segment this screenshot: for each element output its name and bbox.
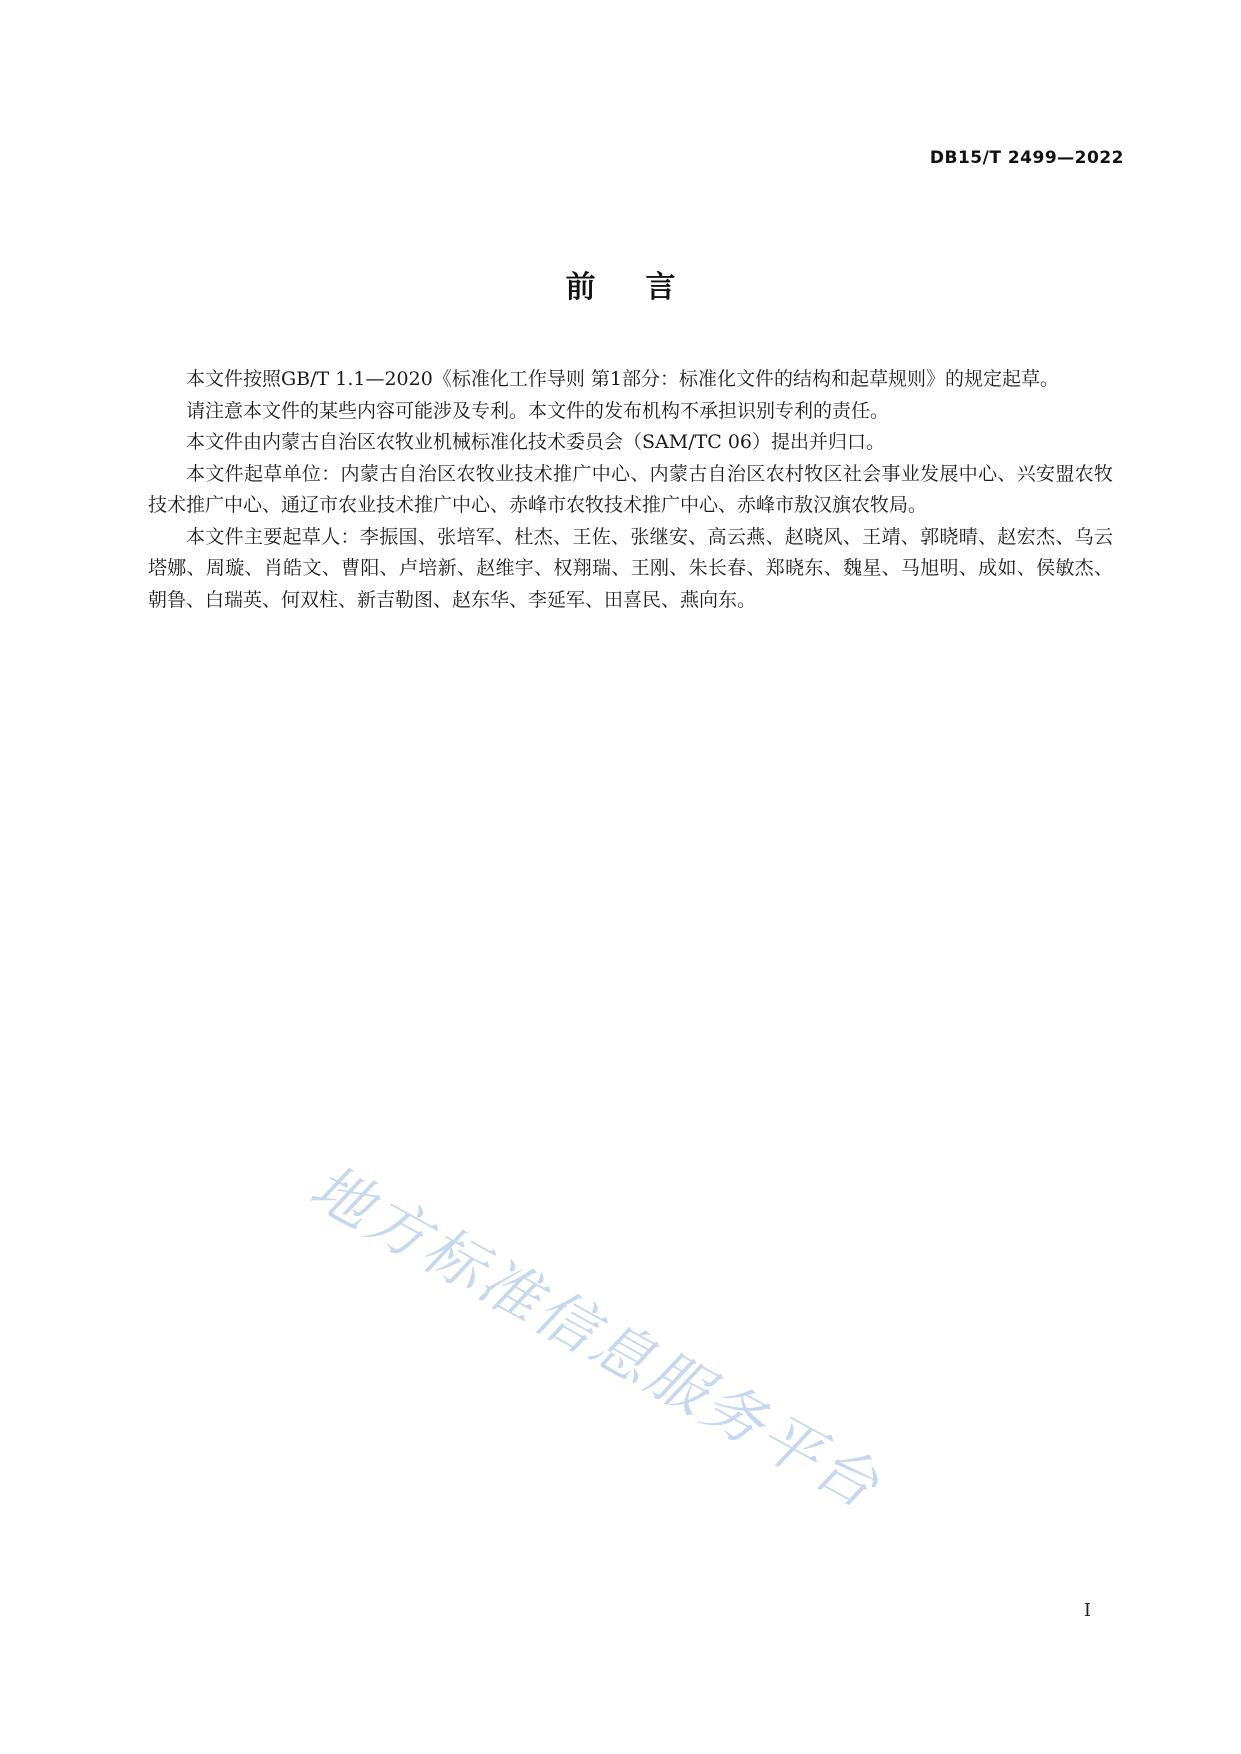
paragraph-drafting-rules: 本文件按照GB/T 1.1—2020《标准化工作导则 第1部分：标准化文件的结构和起草规则》的规定起草。 — [186, 368, 1059, 390]
paragraph-drafting-units: 本文件起草单位：内蒙古自治区农牧业技术推广中心、内蒙古自治区农村牧区社会事业发展中心、兴安盟农牧技术推广中心、通辽市农业技术推广中心、赤峰市农牧技术推广中心、赤峰市敖汉旗农牧局。 — [148, 462, 1113, 516]
paragraph-proposer: 本文件由内蒙古自治区农牧业机械标准化技术委员会（SAM/TC 06）提出并归口。 — [186, 431, 886, 453]
page-title: 前言 — [565, 270, 726, 305]
document-code: DB15/T 2499—2022 — [929, 148, 1124, 168]
watermark: 地方标准信息服务平台 — [298, 1151, 893, 1524]
page-number: I — [1083, 1600, 1091, 1621]
paragraph-patent-notice: 请注意本文件的某些内容可能涉及专利。本文件的发布机构不承担识别专利的责任。 — [186, 399, 890, 422]
foreword-body — [148, 364, 1113, 616]
paragraph-drafters: 本文件主要起草人：李振国、张培军、杜杰、王佐、张继安、高云燕、赵晓风、王靖、郭晓晴、赵宏杰、乌云塔娜、周璇、肖皓文、曹阳、卢培新、赵维宇、权翔瑞、王刚、朱长春、郑晓东、魏星、马旭明、成如、侯敏杰、朝鲁、白瑞英、何双柱、新吉勒图、赵东华、李延军、田喜民、燕向东。 — [148, 525, 1113, 611]
